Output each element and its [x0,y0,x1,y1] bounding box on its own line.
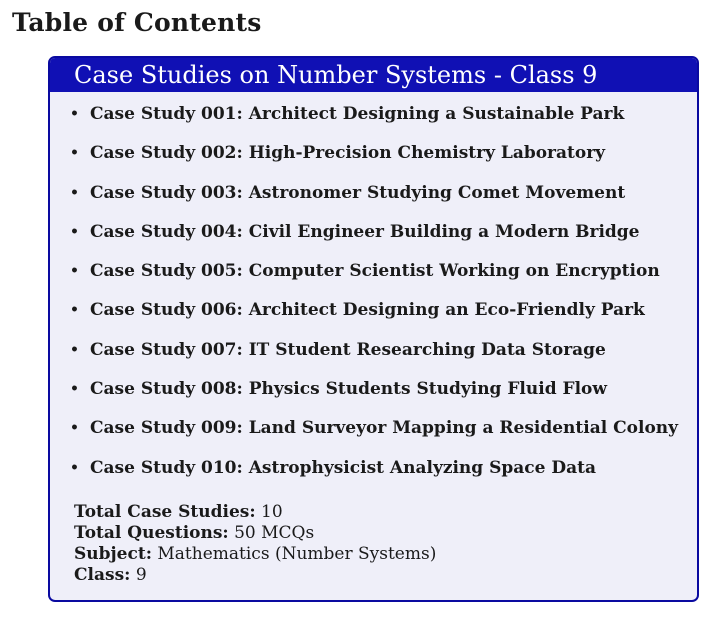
list-item[interactable] [70,375,678,414]
bullet-icon: • [70,341,79,358]
summary-label: Class: [74,565,131,585]
bullet-icon: • [70,184,79,201]
bullet-icon: • [70,145,79,162]
list-item-label: Case Study 001: Architect Designing a Sustainable Park [90,104,625,124]
list-item-label: Case Study 003: Astronomer Studying Comet Movement [90,182,626,203]
summary-label: Total Case Studies: [74,502,256,522]
list-item-label: Case Study 008: Physics Students Studying Fluid Flow [90,379,608,400]
list-item[interactable] [70,179,678,218]
list-item-label: Case Study 004: Civil Engineer Building a Modern Bridge [90,221,640,242]
case-studies-box [48,56,699,602]
list-item[interactable] [70,336,678,375]
summary-value: 50 MCQs [234,523,315,543]
list-item[interactable] [70,454,678,493]
list-item[interactable] [70,257,678,296]
summary-label: Subject: [74,544,152,564]
list-item[interactable] [70,414,678,453]
summary-value: 9 [135,565,147,585]
list-item[interactable] [70,296,678,335]
bullet-icon: • [70,381,79,398]
summary-value: 10 [261,502,283,522]
list-item-label: Case Study 007: IT Student Researching Data Storage [90,339,606,360]
list-item[interactable] [70,139,678,178]
page-title: Table of Contents [12,8,262,37]
list-item-label: Case Study 010: Astrophysicist Analyzing Space Data [90,457,596,478]
bullet-icon: • [70,302,79,319]
box-title: Case Studies on Number Systems - Class 9 [50,58,697,92]
bullet-icon: • [70,223,79,240]
summary-block [74,502,436,586]
summary-label: Total Questions: [74,523,229,543]
list-item-label: Case Study 006: Architect Designing an Eco-Friendly Park [90,300,645,321]
list-item[interactable] [70,100,678,139]
list-item-label: Case Study 005: Computer Scientist Working on Encryption [90,261,660,282]
summary-value: Mathematics (Number Systems) [157,544,437,564]
list-item-label: Case Study 009: Land Surveyor Mapping a Residential Colony [90,418,679,439]
summary-total-case-studies [74,502,436,523]
summary-total-questions [74,523,436,544]
summary-class [74,565,436,586]
list-item-label: Case Study 002: High-Precision Chemistry Laboratory [90,143,606,164]
list-item[interactable] [70,218,678,257]
case-study-list [70,100,678,493]
bullet-icon: • [70,459,79,476]
bullet-icon: • [70,263,79,280]
bullet-icon: • [70,420,79,437]
summary-subject [74,544,436,565]
bullet-icon: • [70,106,79,122]
